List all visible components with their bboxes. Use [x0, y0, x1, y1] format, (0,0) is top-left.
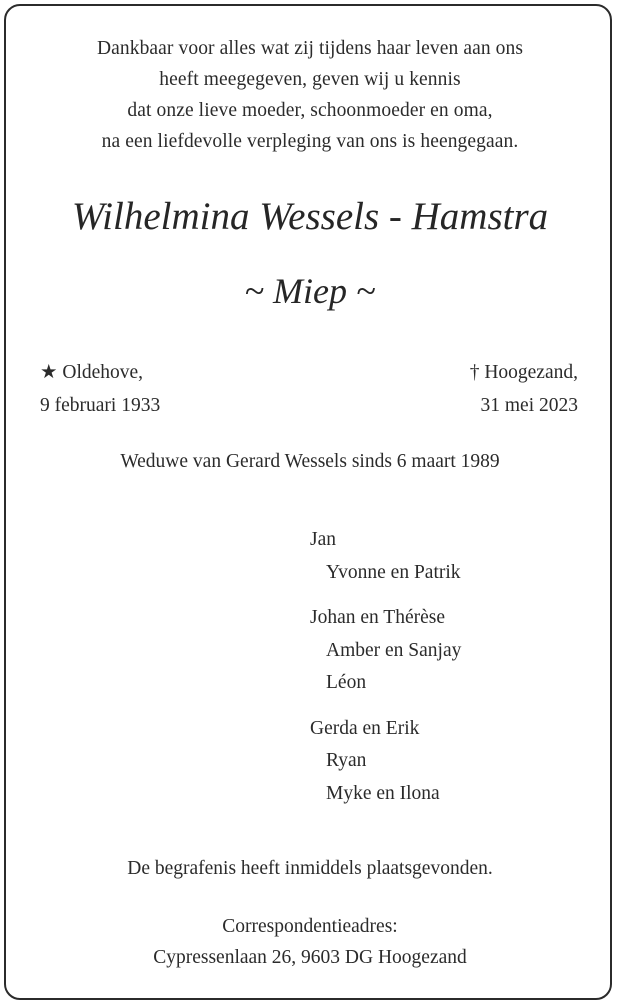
- family-parent: Gerda en Erik: [310, 717, 420, 739]
- birth-info: [40, 356, 160, 422]
- family-group: [310, 524, 461, 589]
- family-group: [310, 713, 461, 811]
- intro-line: dat onze lieve moeder, schoonmoeder en oma,: [127, 100, 493, 121]
- intro-line: Dankbaar voor alles wat zij tijdens haar leven aan ons: [96, 38, 524, 59]
- correspondence-block: [0, 911, 620, 973]
- family-group: [310, 602, 461, 700]
- correspondence-label: Correspondentieadres:: [222, 916, 398, 937]
- family-child: Léon: [326, 672, 367, 693]
- deceased-nickname: ~ Miep ~: [244, 271, 376, 311]
- death-place: † Hoogezand,: [469, 362, 578, 383]
- intro-line: heeft meegegeven, geven wij u kennis: [159, 69, 461, 90]
- family-parent: Johan en Thérèse: [310, 607, 446, 628]
- funeral-line: De begrafenis heeft inmiddels plaatsgevonden.: [127, 858, 493, 879]
- birth-place: ★ Oldehove,: [40, 362, 144, 383]
- family-child: Myke en Ilona: [326, 782, 440, 804]
- family-child: Ryan: [326, 750, 367, 771]
- family-child: Yvonne en Patrik: [326, 561, 461, 583]
- intro-line: na een liefdevolle verpleging van ons is heengegaan.: [101, 131, 519, 152]
- birth-date: 9 februari 1933: [40, 395, 161, 416]
- deceased-name: Wilhelmina Wessels - Hamstra: [71, 195, 549, 238]
- death-info: [470, 356, 578, 422]
- family-list: [310, 524, 461, 823]
- intro-text: [0, 33, 620, 157]
- correspondence-address: Cypressenlaan 26, 9603 DG Hoogezand: [153, 947, 467, 968]
- death-date: 31 mei 2023: [480, 395, 578, 416]
- widow-line: Weduwe van Gerard Wessels sinds 6 maart 1989: [120, 451, 500, 472]
- family-parent: Jan: [310, 529, 336, 550]
- family-child: Amber en Sanjay: [326, 639, 462, 661]
